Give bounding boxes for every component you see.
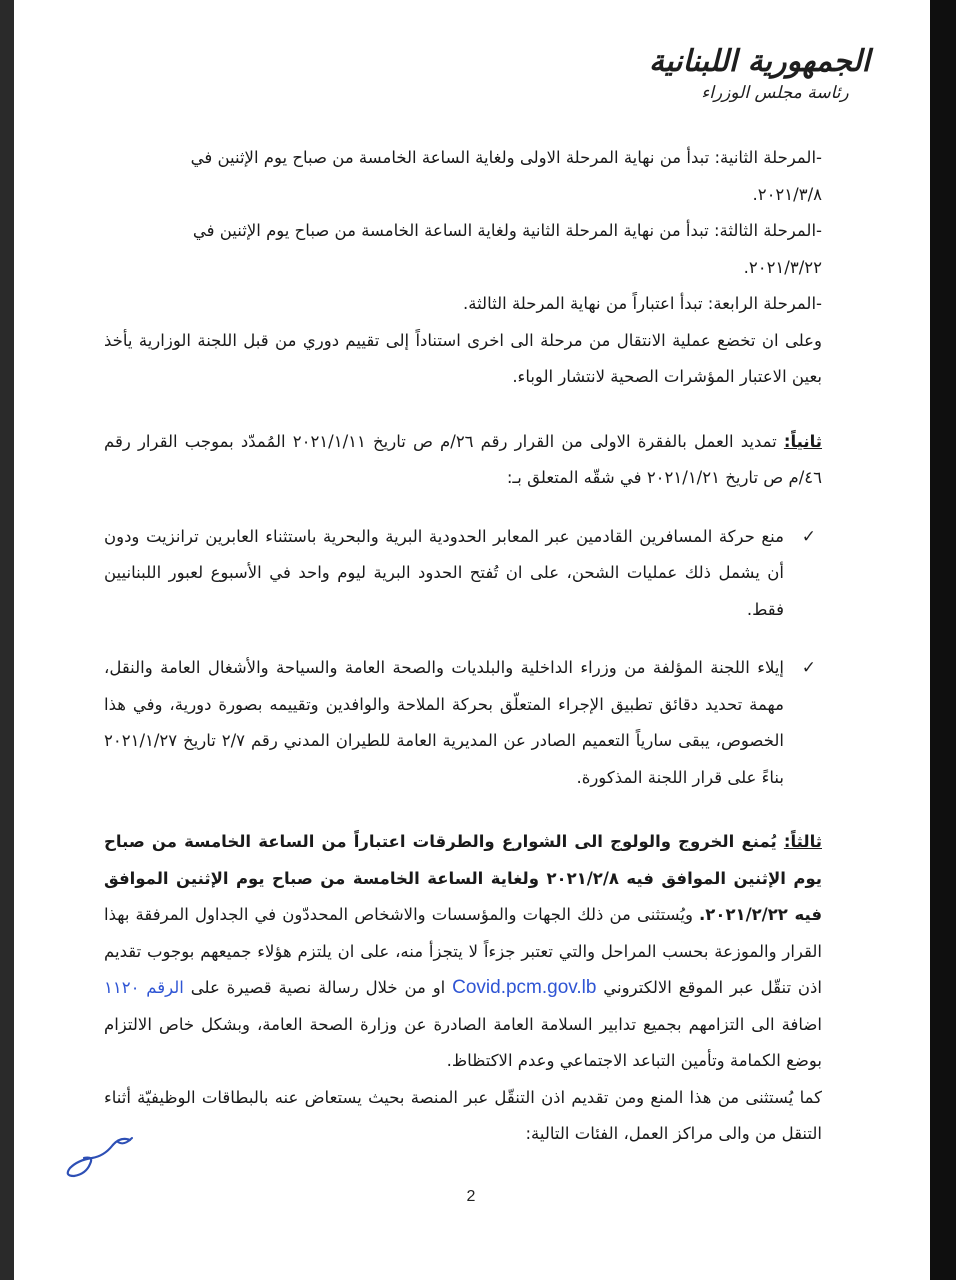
- section-second-label: ثانياً:: [783, 431, 823, 451]
- bullet-1-text: منع حركة المسافرين القادمين عبر المعابر الحدودية البرية والبحرية باستثناء العابرين ترانزيت ودون أن يشمل ذلك عمليات الشحن، على ان تُفتح الحدود البرية ليوم واحد في الأسبوع لعبور اللبنانيين فقط.: [104, 526, 784, 619]
- scan-edge-right: [930, 0, 956, 1280]
- phase-2-line-1: -المرحلة الثانية: تبدأ من نهاية المرحلة الاولى ولغاية الساعة الخامسة من صباح يوم الإثنين في: [190, 148, 822, 167]
- exception-paragraph: كما يُستثنى من هذا المنع ومن تقديم اذن التنقّل عبر المنصة بحيث يستعاض عنه بالبطاقات الوظيفيّة أثناء التنقل من والى مراكز العمل، الفئات التالية:: [104, 1087, 822, 1143]
- transition-paragraph: وعلى ان تخضع عملية الانتقال من مرحلة الى اخرى استناداً إلى تقييم دوري من قبل اللجنة الوزارية يأخذ بعين الاعتبار المؤشرات الصحية لانتشار الوباء.: [104, 330, 822, 386]
- sms-number: الرقم ١١٢٠: [104, 978, 184, 997]
- document-body: [104, 140, 822, 1153]
- bullet-border-closure: [104, 519, 822, 629]
- initials-signature: [60, 1134, 140, 1184]
- section-third-text-b: او من خلال رسالة نصية قصيرة على: [183, 978, 453, 997]
- section-second-text: تمديد العمل بالفقرة الاولى من القرار رقم ٢٦/م ص تاريخ ٢٠٢١/١/١١ المُمدّد بموجب القرار رقم ٤٦/م ص تاريخ ٢٠٢١/١/٢١ في شقّه المتعلق بـ:: [104, 431, 822, 487]
- scan-edge-left: [0, 0, 14, 1280]
- checkmark-icon: ✓: [801, 526, 816, 547]
- bullet-2-text: إيلاء اللجنة المؤلفة من وزراء الداخلية والبلديات والصحة العامة والسياحة والأشغال العامة والنقل، مهمة تحديد دقائق تطبيق الإجراء المتعلّق بحركة الملاحة والوافدين وتقييمه بصورة دورية، وفي هذا الخصوص، يبقى سارياً التعميم الصادر عن المديرية العامة للطيران المدني رقم ٢/٧ تاريخ ٢٠٢١/١/٢٧ بناءً على قرار اللجنة المذكورة.: [104, 658, 784, 787]
- section-third: [104, 824, 822, 1080]
- phase-3-line-2: ٢٠٢١/٣/٢٢.: [743, 257, 822, 277]
- letterhead-title: الجمهورية اللبنانية: [648, 44, 870, 79]
- page-number: 2: [466, 1188, 476, 1205]
- website-link[interactable]: Covid.pcm.gov.lb: [452, 977, 597, 998]
- section-third-label: ثالثاً:: [783, 832, 822, 851]
- phase-3-line-1: -المرحلة الثالثة: تبدأ من نهاية المرحلة الثانية ولغاية الساعة الخامسة من صباح يوم الإثنين في: [192, 221, 822, 240]
- letterhead: [648, 44, 870, 104]
- checkmark-icon: ✓: [801, 658, 816, 678]
- bullet-committee: [104, 650, 822, 796]
- phase-2-line-2: ٢٠٢١/٣/٨.: [752, 184, 822, 204]
- section-third-bold: يُمنع الخروج والولوج الى الشوارع والطرقات اعتباراً من الساعة الخامسة من صباح يوم الإثنين الموافق فيه ٢٠٢١/٢/٨ ولغاية الساعة الخامسة من صباح يوم الإثنين الموافق فيه ٢٠٢١/٢/٢٢.: [104, 832, 822, 924]
- phase-4: -المرحلة الرابعة: تبدأ اعتباراً من نهاية المرحلة الثالثة.: [462, 294, 822, 313]
- letterhead-subtitle: رئاسة مجلس الوزراء: [701, 83, 849, 103]
- section-third-text-a: ويُستثنى من ذلك الجهات والمؤسسات والاشخاص المحددّون في الجداول المرفقة بهذا القرار والموزعة بحسب المراحل والتي تعتبر جزءاً لا يتجزأ منه، على ان يلتزم هؤلاء جميعهم بوجوب تقديم اذن تنقّل عبر الموقع الالكتروني: [104, 905, 822, 997]
- section-second: [104, 424, 822, 497]
- section-third-text-c: اضافة الى التزامهم بجميع تدابير السلامة العامة الصادرة عن وزارة الصحة العامة، وبشكل خاص الالتزام بوضع الكمامة وتأمين التباعد الاجتماعي وعدم الاكتظاظ.: [104, 1014, 822, 1070]
